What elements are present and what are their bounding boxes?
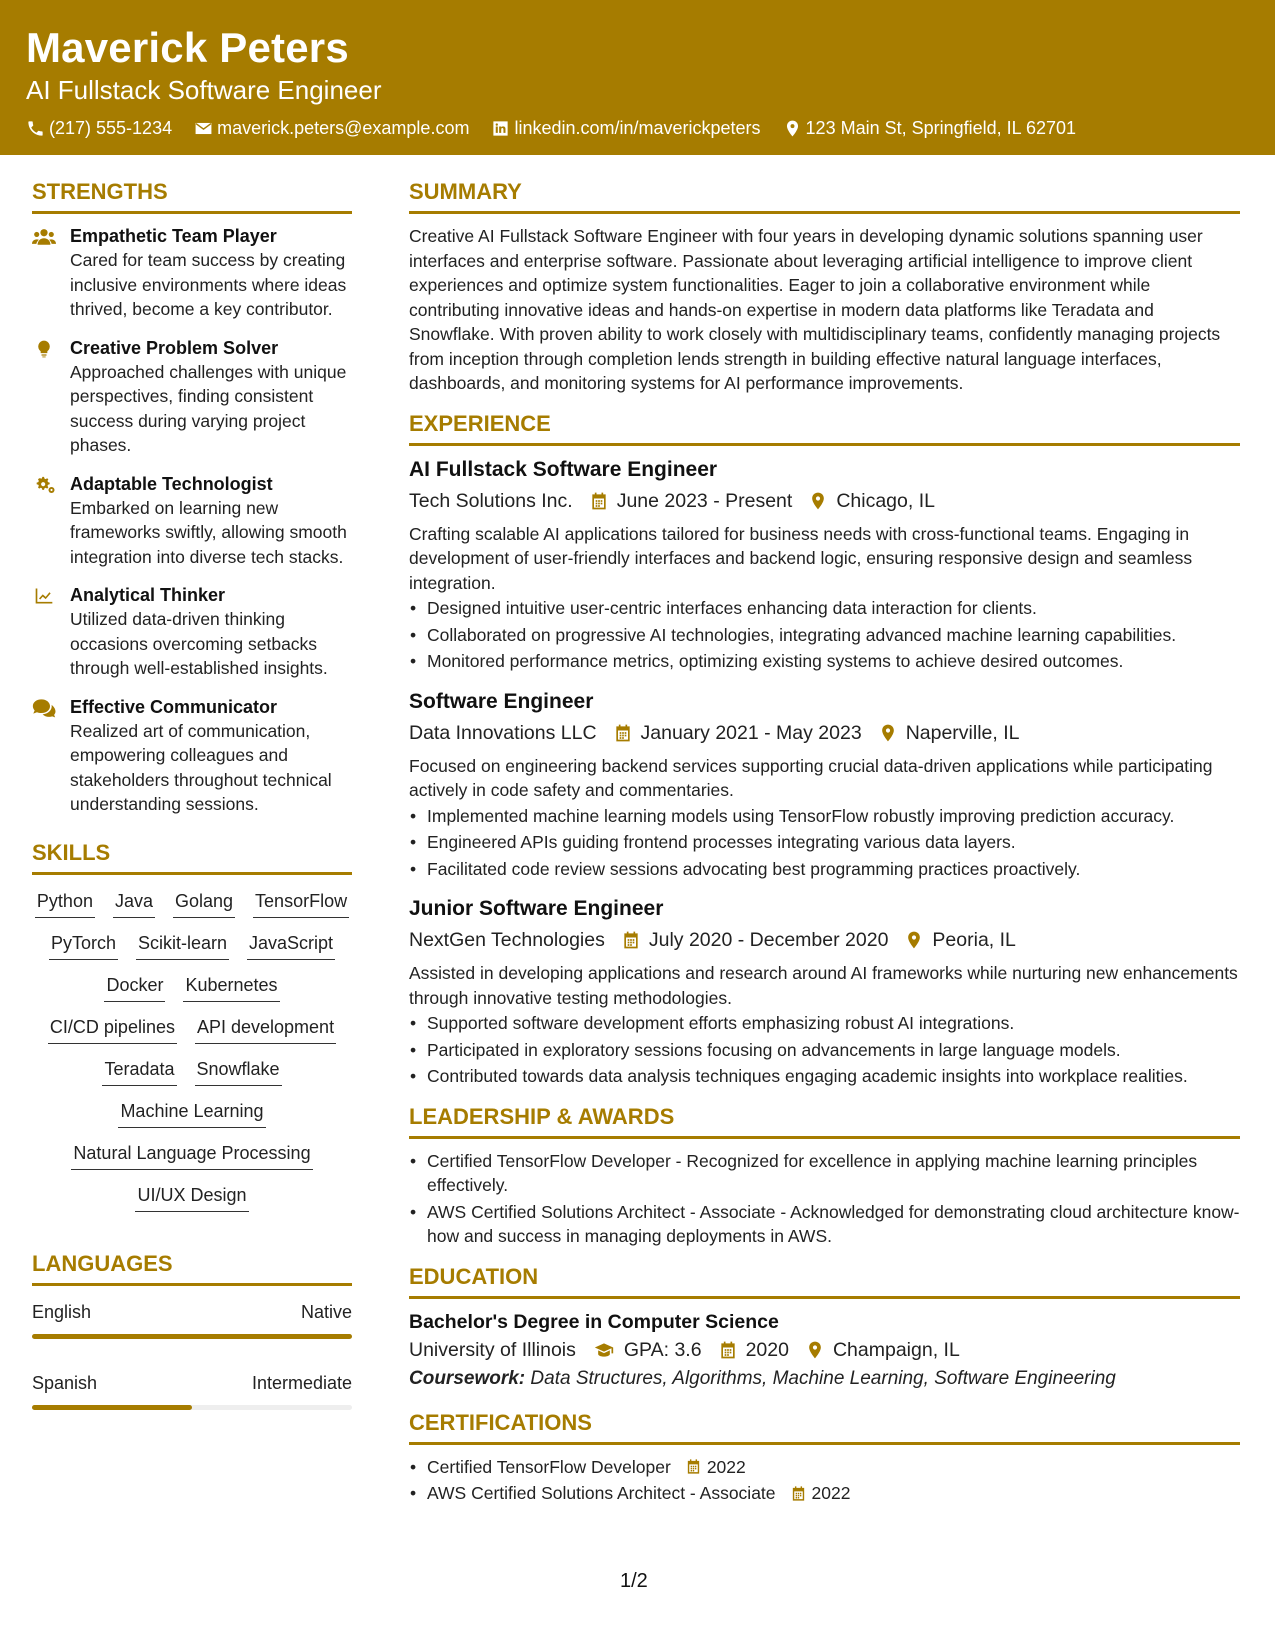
skill-tag: PyTorch [49,931,118,960]
phone-icon [26,119,45,138]
skill-tag: Machine Learning [118,1099,265,1128]
language-proficiency-fill [32,1334,352,1339]
coursework-label: Coursework: [409,1367,526,1389]
contact-linkedin[interactable] [491,118,760,139]
skills-list [32,885,352,1212]
address-text: 123 Main St, Springfield, IL 62701 [805,118,1077,138]
strength-item [32,336,352,458]
comments-icon [32,698,56,718]
candidate-title: AI Fullstack Software Engineer [26,75,382,105]
degree-title: Bachelor's Degree in Computer Science [409,1310,779,1333]
school-name: University of Illinois [409,1338,576,1361]
contact-email[interactable] [194,118,469,139]
job-bullet: • Facilitated code review sessions advocating best programming practices proactively. [409,857,1240,882]
job-entry [409,456,1240,674]
lightbulb-icon [32,339,56,359]
map-pin-icon [878,723,898,743]
language-item [32,1371,352,1410]
map-pin-icon [805,1340,825,1360]
skill-tag: Docker [104,973,165,1002]
graduation-year: 2020 [745,1338,789,1361]
language-proficiency-bar [32,1405,352,1410]
school-location: Champaign, IL [832,1338,960,1361]
phone-text: (217) 555-1234 [49,118,173,138]
job-dates: January 2021 - May 2023 [640,721,862,744]
strengths-heading: STRENGTHS [32,178,352,214]
skill-tag: CI/CD pipelines [48,1015,177,1044]
languages-heading: LANGUAGES [32,1250,352,1286]
strength-title: Analytical Thinker [70,585,226,605]
map-pin-icon [904,930,924,950]
job-company: NextGen Technologies [409,929,605,951]
envelope-icon [194,119,213,138]
gpa: GPA: 3.6 [623,1338,702,1361]
coursework [409,1365,1240,1393]
skill-tag: Teradata [102,1057,176,1086]
skill-tag: Kubernetes [183,973,279,1002]
language-level: Intermediate [251,1372,352,1393]
strength-title: Empathetic Team Player [70,226,277,246]
job-location: Chicago, IL [836,489,935,512]
certification-item [409,1455,1240,1480]
job-location: Peoria, IL [932,929,1016,951]
job-entry [409,895,1240,1089]
strength-item [32,583,352,681]
left-column [32,178,352,1432]
certifications-heading: CERTIFICATIONS [409,1409,1240,1445]
language-name: Spanish [32,1372,98,1393]
job-company: Data Innovations LLC [409,721,597,744]
skill-tag: TensorFlow [253,889,349,918]
skill-tag: Snowflake [195,1057,282,1086]
strength-title: Creative Problem Solver [70,337,279,358]
calendar-icon [589,491,609,511]
email-text: maverick.peters@example.com [217,118,470,138]
skill-tag: Java [113,889,155,918]
linkedin-text: linkedin.com/in/maverickpeters [514,118,761,138]
linkedin-icon [491,119,510,138]
skill-tag: JavaScript [247,931,335,960]
calendar-icon [718,1340,738,1360]
summary-heading: SUMMARY [409,178,1240,214]
job-location: Naperville, IL [905,721,1020,744]
candidate-name: Maverick Peters [26,24,349,71]
job-dates: July 2020 - December 2020 [648,929,889,951]
strength-item [32,695,352,817]
job-bullet: • Contributed towards data analysis techniques engaging academic insights into workplace realities. [409,1064,1240,1089]
strength-desc: Embarked on learning new frameworks swiftly, allowing smooth integration into diverse tech stacks. [70,497,347,567]
certification-item [409,1481,1240,1506]
summary-text: Creative AI Fullstack Software Engineer with four years in developing dynamic solutions spanning user interfaces and enterprise software. Passionate about leveraging artificial intelligence to improve client experiences and optimize system functionalities. Eager to join a collaborative environment while contributing innovative ideas and hands-on expertise in modern data platforms like Teradata and Snowflake. With proven ability to work closely with multidisciplinary teams, confidently managing projects from inception through completion lends strength in building effective natural language interfaces, dashboards, and monitoring systems for AI performance improvements. [409,226,1221,393]
job-bullet: • Implemented machine learning models using TensorFlow robustly improving prediction accuracy. [409,804,1240,829]
job-dates: June 2023 - Present [616,489,793,512]
map-pin-icon [808,491,828,511]
skill-tag: Natural Language Processing [71,1141,312,1170]
job-bullet: • Designed intuitive user-centric interfaces enhancing data interaction for clients. [409,596,1240,621]
job-title: Software Engineer [409,689,594,713]
job-description: Crafting scalable AI applications tailored for business needs with cross-functional teams. Engaging in development of user-friendly interfaces and backend logic, ensuring responsive design and seamless integration. [409,523,1193,593]
job-bullet: • Monitored performance metrics, optimizing existing systems to achieve desired outcomes. [409,649,1240,674]
strength-title: Effective Communicator [70,696,278,717]
skill-tag: Python [35,889,95,918]
job-description: Focused on engineering backend services supporting crucial data-driven applications while participating actively in code safety and commentaries. [409,755,1213,800]
contact-phone[interactable] [26,118,172,139]
skill-tag: Golang [173,889,235,918]
job-description: Assisted in developing applications and research around AI frameworks while nurturing new enhancements through innovative testing methodologies. [409,963,1238,1008]
skills-heading: SKILLS [32,839,352,875]
job-bullet: • Participated in exploratory sessions focusing on advancements in large language models. [409,1038,1240,1063]
page-indicator: 1/2 [620,1570,648,1592]
skill-tag: Scikit-learn [136,931,229,960]
strength-desc: Utilized data-driven thinking occasions overcoming setbacks through well-established insights. [70,609,328,678]
skill-tag: API development [195,1015,336,1044]
experience-heading: EXPERIENCE [409,410,1240,446]
contact-address [783,118,1077,139]
certification-name: • AWS Certified Solutions Architect - Associate [427,1483,776,1503]
education-heading: EDUCATION [409,1263,1240,1299]
language-level: Native [300,1301,352,1322]
certification-year: 2022 [706,1456,746,1477]
language-item [32,1300,352,1339]
right-column [409,178,1240,1508]
strength-item [32,472,352,570]
job-company: Tech Solutions Inc. [409,489,573,512]
map-pin-icon [783,119,802,138]
strength-item [32,224,352,322]
job-title: Junior Software Engineer [409,897,664,920]
language-name: English [32,1301,92,1322]
job-bullet: • Collaborated on progressive AI technologies, integrating advanced machine learning capabilities. [409,623,1240,648]
strength-desc: Cared for team success by creating inclusive environments where ideas thrived, become a key contributor. [70,250,347,319]
job-title: AI Fullstack Software Engineer [409,457,718,481]
award-item: • Certified TensorFlow Developer - Recognized for excellence in applying machine learning principles effectively. [409,1149,1240,1198]
coursework-list: Data Structures, Algorithms, Machine Learning, Software Engineering [530,1367,1116,1389]
award-item: • AWS Certified Solutions Architect - Associate - Acknowledged for demonstrating cloud architecture know-how and success in managing deployments in AWS. [409,1200,1240,1249]
resume-header [0,0,1275,155]
job-entry [409,688,1240,882]
gears-icon [32,475,56,495]
calendar-icon [685,1458,702,1475]
strength-desc: Approached challenges with unique perspectives, finding consistent success during varying project phases. [70,361,347,455]
strength-title: Adaptable Technologist [70,473,273,494]
leadership-heading: LEADERSHIP & AWARDS [409,1103,1240,1139]
contact-bar [26,118,1275,139]
calendar-icon [790,1485,807,1502]
job-bullet: • Supported software development efforts emphasizing robust AI integrations. [409,1011,1240,1036]
strength-desc: Realized art of communication, empowering colleagues and stakeholders throughout technical understanding sessions. [70,720,332,814]
chart-line-icon [32,586,56,606]
calendar-icon [613,723,633,743]
certification-name: • Certified TensorFlow Developer [427,1456,671,1477]
language-proficiency-bar [32,1334,352,1339]
job-bullet: • Engineered APIs guiding frontend processes integrating various data layers. [409,830,1240,855]
skill-tag: UI/UX Design [135,1183,248,1212]
users-icon [32,227,56,247]
calendar-icon [621,930,641,950]
language-proficiency-fill [32,1405,192,1410]
graduation-cap-icon [592,1340,616,1360]
certification-year: 2022 [811,1483,851,1503]
